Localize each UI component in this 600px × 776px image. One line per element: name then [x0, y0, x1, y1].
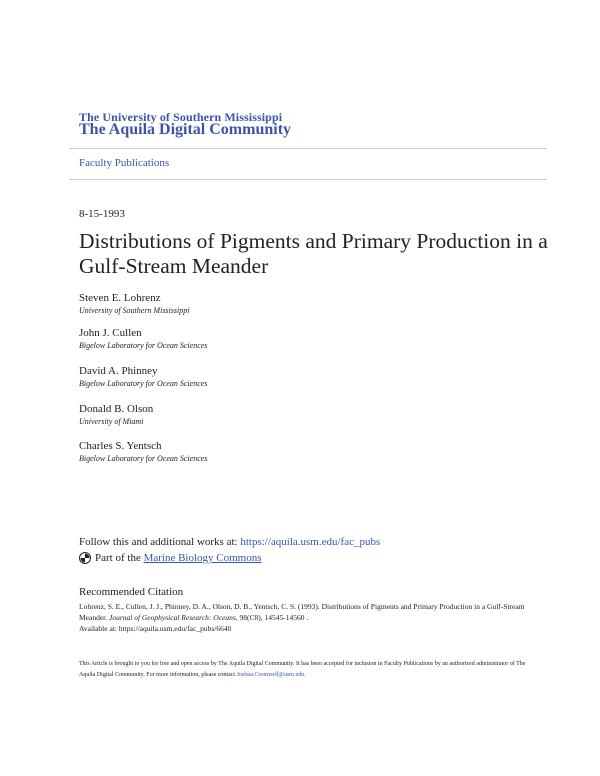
- author-affiliation: Bigelow Laboratory for Ocean Sciences: [79, 454, 208, 463]
- article-title: Distributions of Pigments and Primary Production in a Gulf-Stream Meander: [79, 229, 548, 278]
- author-affiliation: Bigelow Laboratory for Ocean Sciences: [79, 379, 208, 388]
- citation-details: , 98(C8), 14545-14560 .: [235, 613, 309, 622]
- institution-name: The University of Southern Mississippi: [79, 110, 283, 124]
- collection-link[interactable]: Faculty Publications: [79, 157, 170, 169]
- part-of-line: [79, 552, 262, 564]
- follow-line: [79, 536, 380, 548]
- author-block: [79, 291, 189, 316]
- citation-heading: Recommended Citation: [79, 586, 184, 598]
- follow-url-link[interactable]: https://aquila.usm.edu/fac_pubs: [240, 536, 381, 548]
- divider-bottom: [70, 179, 546, 180]
- author-block: [79, 326, 207, 351]
- author-block: [79, 364, 207, 389]
- divider-top: [70, 148, 546, 149]
- footer-end: .: [304, 672, 306, 678]
- author-name: Charles S. Yentsch: [79, 440, 162, 452]
- footer-notice: [79, 659, 539, 681]
- repository-name[interactable]: The Aquila Digital Community: [79, 121, 292, 138]
- citation-available: Available at: https://aquila.usm.edu/fac_pubs/6640: [79, 624, 232, 633]
- creative-commons-icon: [79, 552, 91, 564]
- part-of-text: Part of the: [95, 552, 141, 564]
- citation-authors: Lohrenz, S. E., Cullen, J. J., Phinney, D. A., Olson, D. B., Yentsch, C. S. (1993). Distributions of Pigments and Primary Production in a Gulf-Stream Meander.: [79, 602, 525, 622]
- citation-text: [79, 601, 539, 634]
- author-name: David A. Phinney: [79, 365, 158, 377]
- author-name: Steven E. Lohrenz: [79, 292, 161, 304]
- follow-text: Follow this and additional works at:: [79, 536, 241, 548]
- author-name: Donald B. Olson: [79, 403, 154, 415]
- author-name: John J. Cullen: [79, 327, 142, 339]
- author-affiliation: University of Southern Mississippi: [79, 306, 190, 315]
- author-affiliation: University of Miami: [79, 417, 144, 426]
- marine-biology-commons-link[interactable]: Marine Biology Commons: [143, 552, 262, 564]
- author-block: [79, 402, 153, 427]
- contact-email-link[interactable]: Joshua.Cromwell@usm.edu: [236, 672, 305, 678]
- publication-date: 8-15-1993: [79, 208, 125, 220]
- footer-text: This Article is brought to you for free and open access by The Aquila Digital Community. It has been accepted for inclusion in Faculty Publications by an authorized administrator of The Aquila Digital Community. For more information, please contact: [79, 661, 526, 678]
- author-block: [79, 439, 207, 464]
- citation-journal: Journal of Geophysical Research: Oceans: [109, 613, 236, 622]
- author-affiliation: Bigelow Laboratory for Ocean Sciences: [79, 341, 208, 350]
